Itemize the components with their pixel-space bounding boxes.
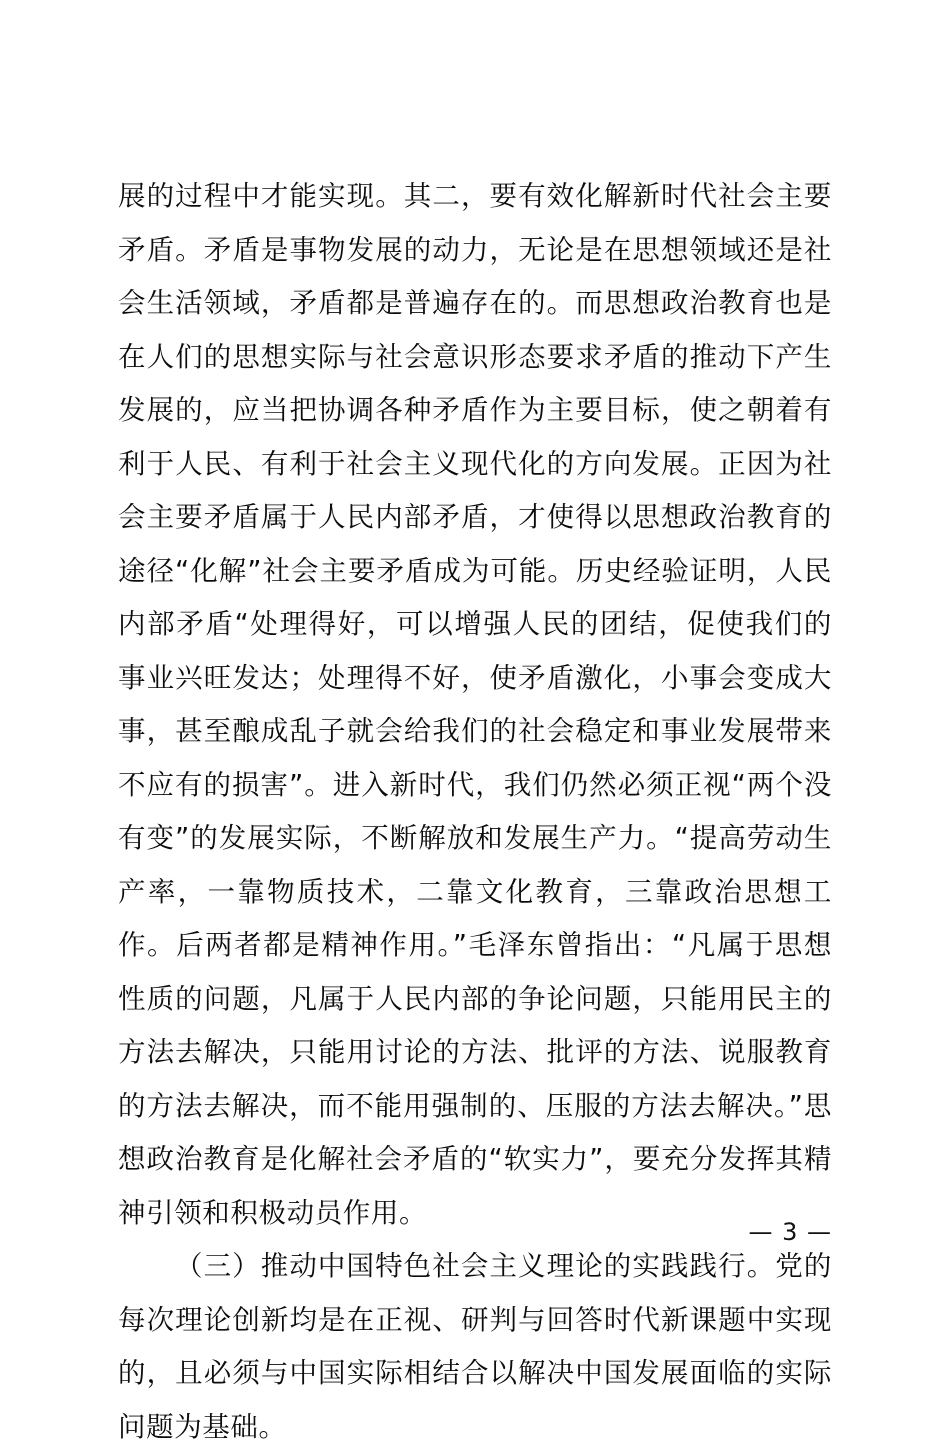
page-number: — 3 — <box>748 1218 832 1246</box>
document-body <box>118 170 832 1454</box>
paragraph-1: 展的过程中才能实现。其二，要有效化解新时代社会主要矛盾。矛盾是事物发展的动力，无论是在思想领域还是社会生活领域，矛盾都是普遍存在的。而思想政治教育也是在人们的思想实际与社会意识形态要求矛盾的推动下产生发展的，应当把协调各种矛盾作为主要目标，使之朝着有利于人民、有利于社会主义现代化的方向发展。正因为社会主要矛盾属于人民内部矛盾，才使得以思想政治教育的途径“化解”社会主要矛盾成为可能。历史经验证明，人民内部矛盾“处理得好，可以增强人民的团结，促使我们的事业兴旺发达；处理得不好，使矛盾激化，小事会变成大事，甚至酿成乱子就会给我们的社会稳定和事业发展带来不应有的损害”。进入新时代，我们仍然必须正视“两个没有变”的发展实际，不断解放和发展生产力。“提高劳动生产率，一靠物质技术，二靠文化教育，三靠政治思想工作。后两者都是精神作用。”毛泽东曾指出：“凡属于思想性质的问题，凡属于人民内部的争论问题，只能用民主的方法去解决，只能用讨论的方法、批评的方法、说服教育的方法去解决，而不能用强制的、压服的方法去解决。”思想政治教育是化解社会矛盾的“软实力”，要充分发挥其精神引领和积极动员作用。 <box>118 180 832 1229</box>
paragraph-2: （三）推动中国特色社会主义理论的实践践行。党的每次理论创新均是在正视、研判与回答时代新课题中实现的，且必须与中国实际相结合以解决中国发展面临的实际问题为基础。 <box>118 1250 832 1443</box>
